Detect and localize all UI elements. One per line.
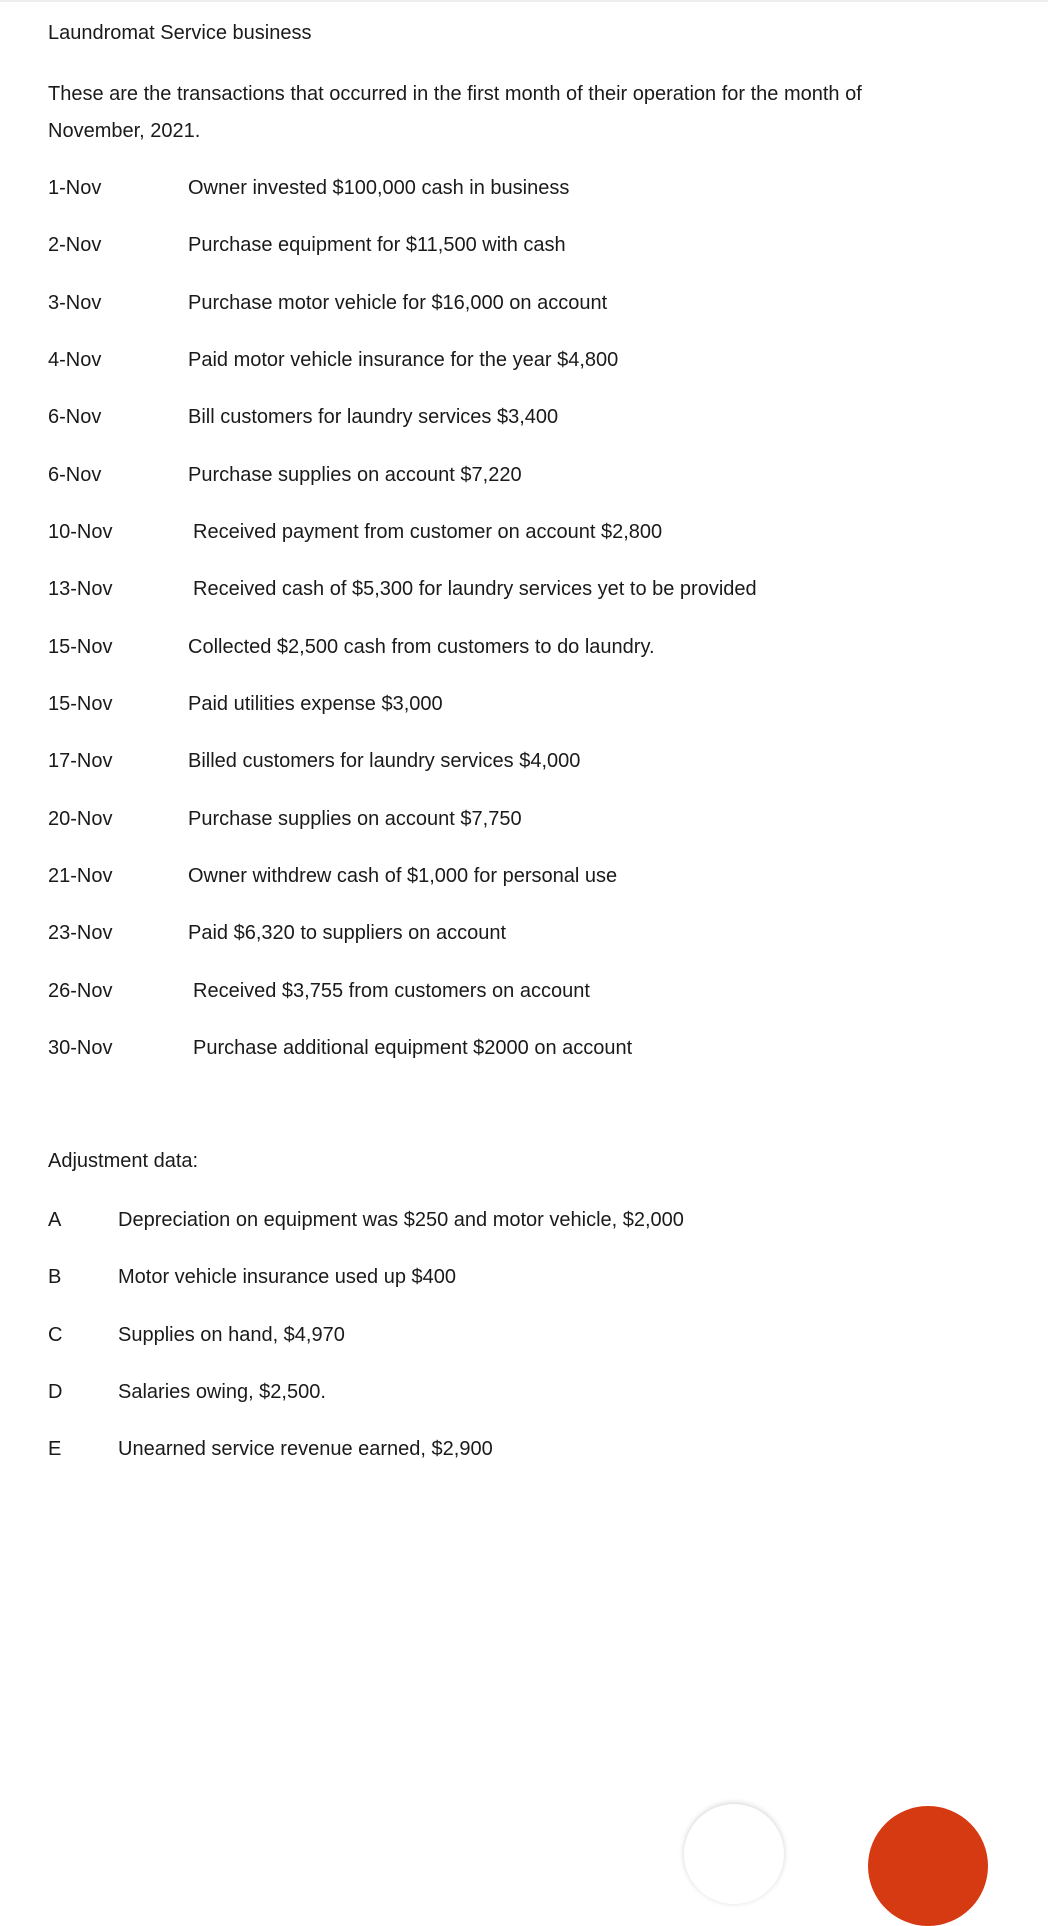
primary-floating-button[interactable] <box>868 1806 988 1926</box>
transaction-description: Collected $2,500 cash from customers to do laundry. <box>188 636 655 658</box>
transaction-date: 6-Nov <box>48 464 102 486</box>
transaction-date: 3-Nov <box>48 292 102 314</box>
transaction-row <box>48 177 1008 207</box>
transaction-date: 23-Nov <box>48 922 113 944</box>
transaction-row <box>48 578 1008 608</box>
transaction-row <box>48 292 1008 322</box>
transaction-date: 15-Nov <box>48 693 113 715</box>
transaction-date: 10-Nov <box>48 521 113 543</box>
adjustment-text: Motor vehicle insurance used up $400 <box>118 1266 456 1288</box>
transaction-description: Received payment from customer on account $2,800 <box>193 521 663 543</box>
transaction-description: Received cash of $5,300 for laundry services yet to be provided <box>193 578 757 600</box>
adjustment-letter: B <box>48 1266 62 1288</box>
adjustment-item <box>48 1381 1008 1411</box>
transaction-date: 1-Nov <box>48 177 102 199</box>
adjustment-item <box>48 1438 1008 1468</box>
secondary-floating-button[interactable] <box>684 1804 784 1904</box>
adjustment-letter: A <box>48 1209 62 1231</box>
transaction-row <box>48 808 1008 838</box>
adjustment-heading: Adjustment data: <box>48 1150 199 1172</box>
transaction-date: 15-Nov <box>48 636 113 658</box>
transaction-description: Bill customers for laundry services $3,400 <box>188 406 559 428</box>
document-title: Laundromat Service business <box>48 22 312 44</box>
transaction-row <box>48 464 1008 494</box>
transaction-date: 2-Nov <box>48 234 102 256</box>
transaction-date: 4-Nov <box>48 349 102 371</box>
transaction-row <box>48 980 1008 1010</box>
transaction-date: 6-Nov <box>48 406 102 428</box>
transaction-date: 20-Nov <box>48 808 113 830</box>
transaction-row <box>48 865 1008 895</box>
adjustment-item <box>48 1324 1008 1354</box>
adjustment-letter: E <box>48 1438 62 1460</box>
transaction-date: 30-Nov <box>48 1037 113 1059</box>
transaction-description: Paid $6,320 to suppliers on account <box>188 922 506 944</box>
transaction-description: Purchase supplies on account $7,220 <box>188 464 522 486</box>
top-divider <box>0 0 1048 2</box>
transaction-description: Paid motor vehicle insurance for the year $4,800 <box>188 349 619 371</box>
transaction-description: Purchase additional equipment $2000 on account <box>193 1037 633 1059</box>
transaction-date: 26-Nov <box>48 980 113 1002</box>
transaction-row <box>48 234 1008 264</box>
transaction-date: 17-Nov <box>48 750 113 772</box>
intro-paragraph: These are the transactions that occurred in the first month of their operation for the month of November, 2021. <box>48 83 862 142</box>
transaction-description: Purchase motor vehicle for $16,000 on account <box>188 292 608 314</box>
adjustment-text: Supplies on hand, $4,970 <box>118 1324 345 1346</box>
transaction-row <box>48 922 1008 952</box>
transaction-date: 13-Nov <box>48 578 113 600</box>
transaction-description: Owner invested $100,000 cash in business <box>188 177 570 199</box>
transaction-row <box>48 636 1008 666</box>
transaction-row <box>48 406 1008 436</box>
transaction-description: Paid utilities expense $3,000 <box>188 693 443 715</box>
transaction-row <box>48 750 1008 780</box>
transaction-row <box>48 349 1008 379</box>
adjustment-text: Unearned service revenue earned, $2,900 <box>118 1438 493 1460</box>
adjustment-text: Salaries owing, $2,500. <box>118 1381 326 1403</box>
transaction-row <box>48 1037 1008 1067</box>
adjustment-item <box>48 1266 1008 1296</box>
transaction-description: Billed customers for laundry services $4,000 <box>188 750 581 772</box>
transaction-row <box>48 521 1008 551</box>
transaction-description: Purchase equipment for $11,500 with cash <box>188 234 566 256</box>
transaction-description: Owner withdrew cash of $1,000 for personal use <box>188 865 618 887</box>
transaction-description: Received $3,755 from customers on account <box>193 980 590 1002</box>
adjustment-item <box>48 1209 1008 1239</box>
adjustment-letter: D <box>48 1381 63 1403</box>
transaction-date: 21-Nov <box>48 865 113 887</box>
adjustment-text: Depreciation on equipment was $250 and motor vehicle, $2,000 <box>118 1209 684 1231</box>
transaction-description: Purchase supplies on account $7,750 <box>188 808 522 830</box>
transaction-row <box>48 693 1008 723</box>
adjustment-letter: C <box>48 1324 63 1346</box>
